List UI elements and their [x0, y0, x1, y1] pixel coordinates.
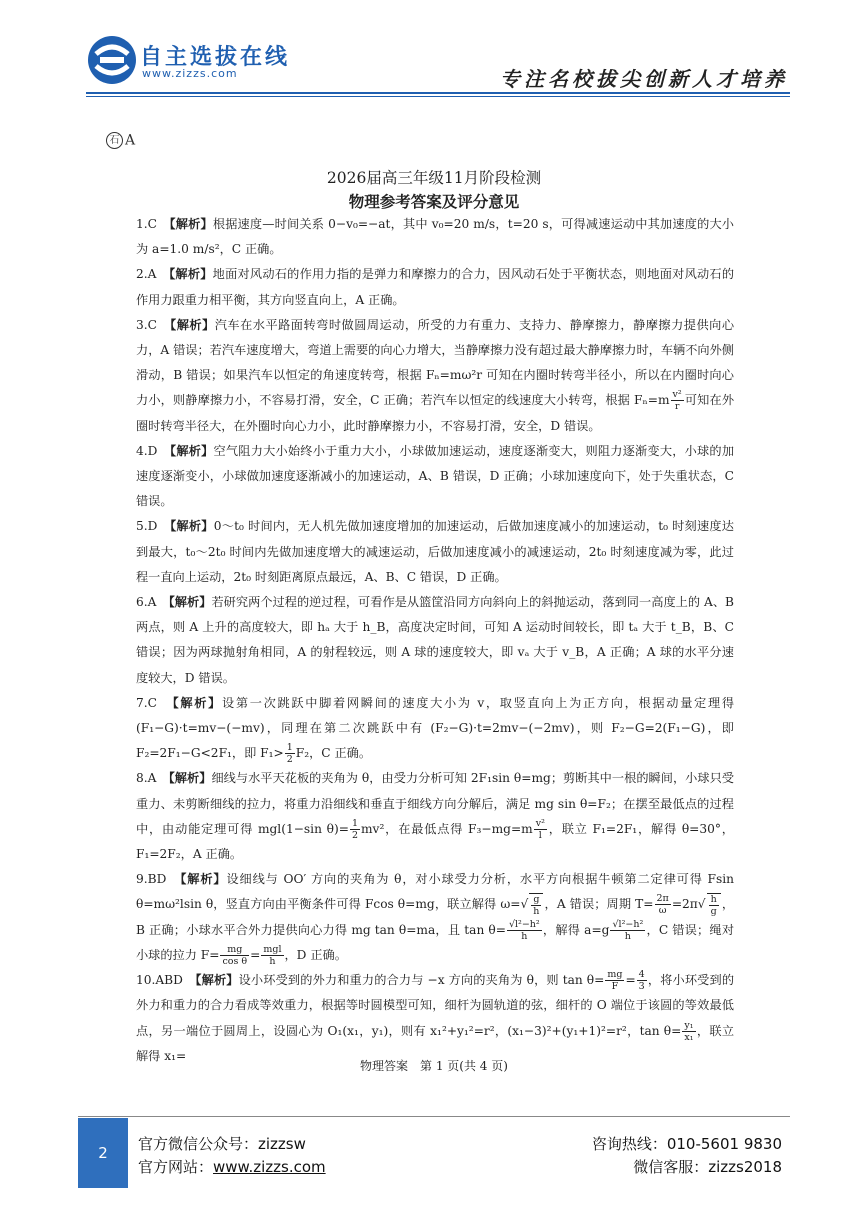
- analysis-tag: 【解析】: [170, 519, 214, 534]
- item-text: ，联立解得 x₁=: [136, 1023, 735, 1063]
- fraction: $\frac{\text{√l²−h²}}{h}$: [612, 918, 644, 942]
- analysis-tag: 【解析】: [168, 595, 212, 610]
- item-text: 设第一次跳跃中脚着网瞬间的速度大小为 v，取竖直向上为正方向，根据动量定理得 (F₁−G)·t=mv−(−mv)，同理在第二次跳跃中有 (F₂−G)·t=2mv−(−2mv)，则 F₂−G=2(F₁−G)，即 F₂=2F₁−G<2F₁，即 F₁>: [136, 695, 735, 761]
- analysis-tag: 【解析】: [168, 771, 212, 786]
- circled-mark: 石: [106, 132, 123, 149]
- official-site: [138, 1156, 326, 1179]
- header-slogan: 专注名校拔尖创新人才培养: [500, 67, 788, 91]
- item-text: 0～t₀ 时间内，无人机先做加速度增加的加速运动，后做加速度减小的加速运动，t₀ 时刻速度达到最大，t₀～2t₀ 时间内先做加速度增大的减速运动，后做加速度减小的减速运动，2t₀ 时刻速度减为零，此过程一直向上运动，2t₀ 时刻距离原点最远，A、B、C 错误，D 正确。: [136, 519, 734, 584]
- footer-left: [138, 1133, 326, 1179]
- answer-title: 物理参考答案及评分意见: [348, 193, 520, 211]
- item-text: ，联立 F₁=2F₁，解得 θ=30°，F₁=2F₂，A 正确。: [136, 821, 734, 862]
- fraction: $\frac{\text{mgl}}{h}$: [263, 943, 282, 967]
- header-divider: [86, 92, 790, 94]
- item-text: 汽车在水平路面转弯时做圆周运动，所受的力有重力、支持力、静摩擦力，静摩擦力提供向心力，A 错误；若汽车速度增大，弯道上需要的向心力增大，当静摩擦力没有超过最大静摩擦力时，车辆不向外侧滑动，B 错误；如果汽车以恒定的角速度转弯，根据 Fₙ=mω²r 可知在内圈时转弯半径小，所以在内圈时向心力小，则静摩擦力小，不容易打滑，安全，C 正确；若汽车以恒定的线速度大小转弯，根据 Fₙ=m: [136, 317, 735, 408]
- exam-version-mark: [106, 132, 135, 149]
- item-text: ，将小环受到的外力和重力的合力看成等效重力，根据等时圆模型可知，细杆为圆轨道的弦，细杆的 O 端位于该圆的等效最低点，另一端位于圆周上，设圆心为 O₁(x₁，y₁)，则有 x₁²+y₁²=r²，(x₁−3)²+(y₁+1)²=r²，tan θ=: [136, 973, 735, 1038]
- item-text: =: [250, 947, 261, 962]
- item-number: 6.A: [136, 595, 157, 610]
- item-text: =2π: [671, 897, 698, 912]
- fraction: $\frac{mg}{\text{cos θ}}$: [222, 943, 248, 967]
- item-number: 7.C: [136, 695, 157, 710]
- logo-url: www.zizzs.com: [142, 67, 238, 80]
- answer-item-1: [136, 212, 734, 262]
- answer-item-4: [136, 439, 734, 515]
- item-number: 10.ABD: [136, 973, 183, 988]
- analysis-tag: 【解析】: [172, 695, 222, 710]
- site-label: 官方网站：: [138, 1158, 214, 1176]
- item-text: 可知在外圈时转弯半径大，在外圈时向心力小，此时静摩擦力小，不容易打滑，安全，D 错误。: [136, 393, 735, 433]
- footer-right: [592, 1133, 782, 1179]
- analysis-tag: 【解析】: [169, 267, 213, 282]
- header-divider-thin: [86, 96, 790, 97]
- item-text: 空气阻力大小始终小于重力大小，小球做加速运动，速度逐渐变大，则阻力逐渐变大，小球的加速度逐渐变小，小球做加速度逐渐减小的加速运动，A、B 错误，D 正确；小球加速度向下，处于失重状态，C 错误。: [136, 443, 735, 509]
- wechat-service: 微信客服：zizzs2018: [633, 1158, 782, 1176]
- item-text: ，C 错误；绳对小球的拉力 F=: [136, 922, 735, 962]
- item-text: ，解得 a=g: [542, 922, 610, 937]
- site-link[interactable]: www.zizzs.com: [213, 1158, 326, 1176]
- exam-title: 2026届高三年级11月阶段检测: [326, 169, 542, 187]
- page-header: [0, 0, 868, 110]
- item-text: 地面对风动石的作用力指的是弹力和摩擦力的合力，因风动石处于平衡状态，则地面对风动石的作用力跟重力相平衡，其方向竖直向上，A 正确。: [136, 267, 735, 307]
- answer-item-3: [136, 313, 734, 439]
- item-number: 9.BD: [136, 872, 167, 887]
- version-letter: A: [125, 132, 136, 149]
- item-number: 1.C: [136, 217, 157, 231]
- logo-text: 自主选拔在线: [140, 45, 291, 70]
- answer-content: [136, 212, 734, 1069]
- analysis-tag: 【解析】: [169, 217, 213, 231]
- answer-item-8: [136, 766, 734, 867]
- item-text: F₂，C 正确。: [295, 746, 372, 761]
- item-text: ，A 错误；周期 T=: [544, 897, 654, 912]
- fraction: $\frac{2\pi}{\omega}$: [656, 893, 669, 917]
- fraction: $\frac{\text{√l²−h²}}{h}$: [508, 918, 540, 942]
- fraction: $\frac{\text{v²}}{l}$: [535, 817, 545, 841]
- answer-item-2: [136, 262, 734, 312]
- item-text: 细线与水平天花板的夹角为 θ，由受力分析可知 2F₁sin θ=mg；剪断其中一根的瞬间，小球只受重力、未剪断细线的拉力，将重力沿细线和垂直于细线方向分解后，满足 mg sin θ=F₂；在摆至最低点的过程中，由动能定理可得 mgl(1−sin θ)=: [136, 771, 735, 836]
- fraction: $\frac{4}{3}$: [638, 969, 645, 993]
- item-text: 若研究两个过程的逆过程，可看作是从篮筐沿同方向斜向上的斜抛运动，落到同一高度上的 A、B 两点，则 A 上升的高度较大，即 hₐ 大于 h_B，高度决定时间，可知 A 运动时间较长，即 tₐ 大于 t_B，B、C 错误；因为两球抛射角相同，A 的射程较远，则 A 球的速度较大，即 vₐ 大于 v_B，A 正确；A 球的水平分速度较大，D 错误。: [136, 595, 734, 685]
- fraction: $\frac{\text{y₁}}{\text{x₁}}$: [684, 1019, 694, 1043]
- fraction: $\frac{1}{2}$: [286, 742, 293, 766]
- item-number: 5.D: [136, 519, 158, 534]
- analysis-tag: 【解析】: [170, 443, 214, 458]
- answer-item-7: [136, 691, 734, 767]
- item-text: 设细线与 OO′ 方向的夹角为 θ，对小球受力分析，水平方向根据牛顿第二定律可得 Fsin θ=mω²lsin θ，竖直方向由平衡条件可得 Fcos θ=mg，联立解得 ω=: [136, 872, 735, 912]
- page-number-line: 物理答案 第 1 页(共 4 页): [360, 1059, 508, 1073]
- item-text: mv²，在最低点得 F₃−mg=m: [361, 821, 533, 836]
- item-number: 2.A: [136, 267, 157, 282]
- item-text: 设小环受到的外力和重力的合力与 −x 方向的夹角为 θ，则 tan θ=: [238, 973, 605, 988]
- footer-page-badge: 2: [78, 1118, 128, 1188]
- footer-divider: [78, 1116, 790, 1117]
- fraction: $\frac{\text{v²}}{r}$: [672, 389, 682, 413]
- answer-item-6: [136, 590, 734, 691]
- answer-item-9: 9.BD 【解析】设细线与 OO′ 方向的夹角为 θ，对小球受力分析，水平方向根据牛顿第二定律可得 Fsin θ=mω²lsin θ，竖直方向由平衡条件可得 Fcos θ=mg，联立解得 ω=√ $\frac{g}{h}$ ，A 错误；周期 T= $\frac{2\pi}{\omega}$ =2π√ $\frac{h}{g}$ ，B 正确；小球水平合外力提供向心力得 mg tan θ=ma，且 tan θ= $\frac{\text{√l²−h²}}{h}$ ，解得 a=g $\frac{\text{√l²−h²}}{h}$ ，C 错误；绳对小球的拉力 F= $\frac{mg}{\text{cos θ}}$ = $\frac{\text{mgl}}{h}$ ，D 正确。: [136, 872, 735, 967]
- item-number: 8.A: [136, 771, 157, 786]
- analysis-tag: 【解析】: [195, 973, 239, 988]
- item-text: 根据速度—时间关系 0−v₀=−at，其中 v₀=20 m/s，t=20 s，可得减速运动中其加速度的大小为 a=1.0 m/s²，C 正确。: [136, 217, 734, 257]
- analysis-tag: 【解析】: [170, 317, 215, 332]
- analysis-tag: 【解析】: [180, 872, 227, 887]
- wechat-account: 官方微信公众号：zizzsw: [138, 1135, 306, 1153]
- fraction: $\frac{g}{h}$: [529, 893, 543, 917]
- item-text: ，D 正确。: [284, 947, 347, 962]
- answer-item-10: [136, 968, 734, 1069]
- hotline: 咨询热线：010-5601 9830: [591, 1135, 782, 1153]
- item-text: ，B 正确；小球水平合外力提供向心力得 mg tan θ=ma，且 tan θ=: [136, 897, 735, 937]
- fraction: $\frac{mg}{F}$: [607, 969, 623, 993]
- item-number: 3.C: [136, 317, 157, 332]
- fraction: $\frac{h}{g}$: [707, 893, 721, 917]
- item-number: 4.D: [136, 443, 158, 458]
- item-text: =: [625, 973, 636, 988]
- fraction: $\frac{1}{2}$: [351, 817, 358, 841]
- answer-item-5: [136, 514, 734, 590]
